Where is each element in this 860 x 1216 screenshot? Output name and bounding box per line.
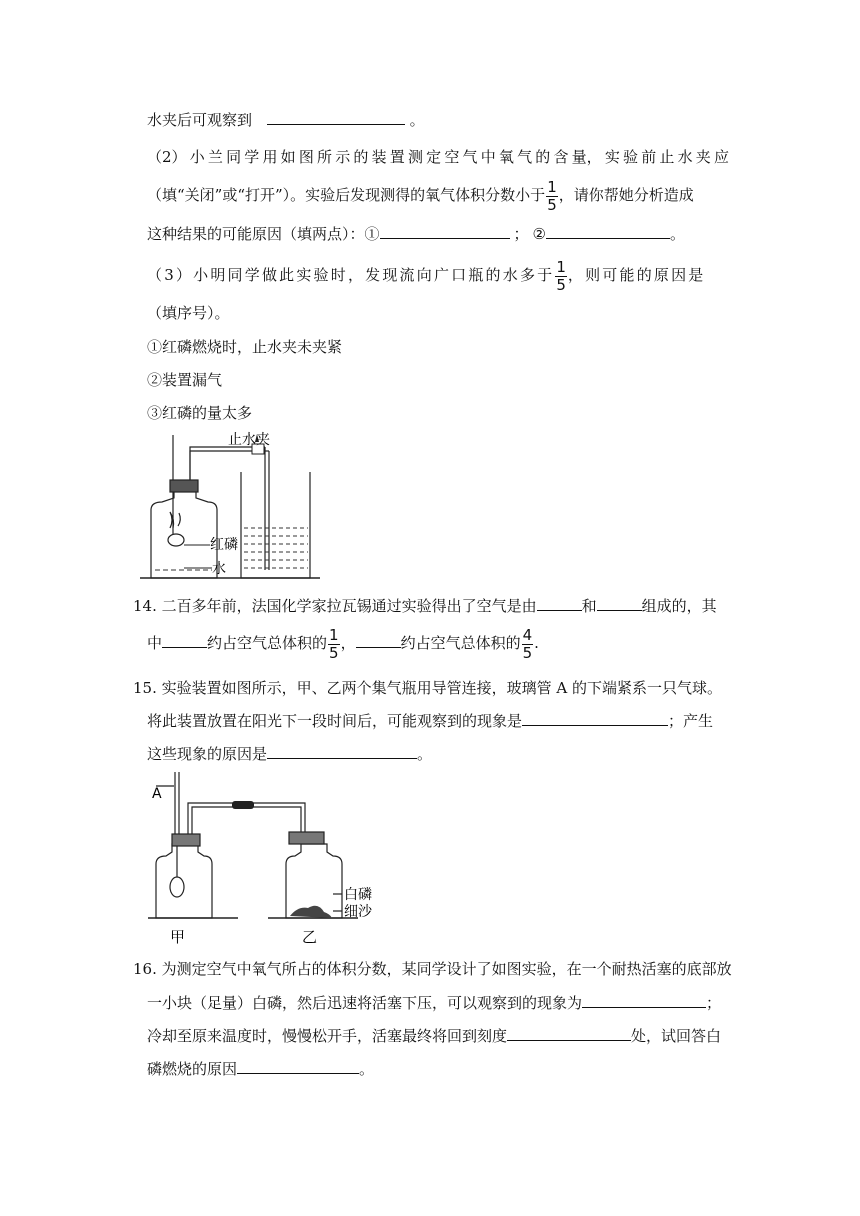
text-char: 兰 [207, 148, 223, 166]
spoon [168, 534, 184, 546]
text-char: 的 [535, 148, 551, 166]
text: ，则可能的原因是 [567, 266, 706, 284]
figure-balloon-white-phosphorus-apparatus [148, 768, 388, 948]
sand-and-phosphorus [290, 906, 332, 918]
text-char: 含 [553, 148, 569, 166]
text-char: 止 [659, 148, 675, 166]
q13-part3-line2 [147, 303, 230, 323]
text: 。 [409, 111, 425, 129]
balloon [170, 877, 184, 897]
fraction-four-fifths [522, 625, 534, 662]
text: 。 [359, 1060, 375, 1078]
text: 冷却至原来温度时，慢慢松开手，活塞最终将回到刻度 [147, 1027, 508, 1045]
q16-line1 [133, 959, 732, 979]
text: （填序号）。 [147, 304, 230, 322]
text-char: 所 [317, 148, 333, 166]
text: ；产生 [668, 712, 714, 730]
text-char: 学 [244, 148, 260, 166]
label-a: A [152, 786, 162, 802]
answer-blank[interactable] [380, 224, 510, 239]
answer-blank[interactable] [237, 1059, 359, 1074]
q13-part3-line1 [147, 257, 706, 293]
answer-blank[interactable] [162, 633, 207, 648]
circled-two: ② [532, 225, 546, 243]
text: 红磷的量太多 [162, 404, 253, 422]
label-red-phosphorus: 红磷 [210, 537, 238, 553]
fraction-den: 5 [329, 643, 339, 662]
text-char: 定 [426, 148, 442, 166]
fraction-den: 5 [556, 275, 566, 294]
q13-part1-tail [147, 110, 425, 130]
fraction-num: 1 [329, 625, 339, 644]
answer-blank[interactable] [356, 633, 401, 648]
answer-blank[interactable] [267, 744, 417, 759]
question-number: 15. [133, 679, 157, 697]
figure-red-phosphorus-apparatus [140, 430, 320, 582]
q15-line1 [133, 678, 722, 698]
text-char: 气 [517, 148, 533, 166]
circled-one: ① [147, 338, 163, 356]
answer-blank[interactable] [597, 596, 642, 611]
answer-blank[interactable] [537, 596, 582, 611]
text-char: 如 [280, 148, 296, 166]
q16-line3 [147, 1026, 721, 1046]
jar-jia [156, 844, 212, 918]
text: 一小块（足量）白磷，然后迅速将活塞下压，可以观察到的现象为 [147, 994, 583, 1012]
connecting-tube [190, 447, 259, 480]
text: 组成的，其 [641, 597, 717, 615]
option-3 [147, 403, 252, 423]
text: 装置漏气 [162, 371, 223, 389]
text: 约占空气总体积的 [207, 634, 328, 652]
stopper-yi [289, 832, 324, 844]
text-char: 水 [677, 148, 693, 166]
label-yi: 乙 [302, 928, 318, 946]
text: ； [513, 225, 529, 243]
smoke [170, 512, 180, 528]
label-white-phosphorus: 白磷 [344, 887, 372, 903]
connecting-tube [190, 451, 259, 480]
fraction-num: 1 [547, 177, 557, 196]
text: 处，试回答白 [631, 1027, 722, 1045]
jar-body [151, 488, 217, 578]
text: 实验装置如图所示，甲、乙两个集气瓶用导管连接，玻璃管 A 的下端紧系一只气球。 [161, 679, 723, 697]
text: 和 [581, 597, 597, 615]
question-number: 14. [133, 597, 157, 615]
text: （3）小明同学做此实验时，发现流向广口瓶的水多于 [147, 266, 555, 284]
text-char: 测 [407, 148, 423, 166]
text: 。 [670, 225, 686, 243]
text: 。 [417, 745, 433, 763]
fraction-den: 5 [547, 195, 557, 214]
text-char: 验 [623, 148, 639, 166]
rubber-joint [232, 801, 254, 809]
stopper-jia [172, 834, 200, 846]
option-2 [147, 370, 222, 390]
fraction-num: 1 [556, 257, 566, 276]
text: ， [340, 634, 356, 652]
question-number: 16. [133, 960, 157, 978]
text: 中 [147, 634, 163, 652]
circled-one: ① [364, 225, 380, 243]
answer-blank[interactable] [507, 1026, 631, 1041]
text-char: 实 [604, 148, 620, 166]
text: 将此装置放置在阳光下一段时间后，可能观察到的现象是 [147, 712, 523, 730]
text: 这种结果的可能原因（填两点）： [147, 225, 365, 243]
q14-line2 [147, 625, 539, 661]
option-1 [147, 337, 342, 357]
text: . [534, 634, 539, 652]
text-char: 置 [389, 148, 405, 166]
label-clamp: 止水夹 [228, 432, 270, 448]
text: 红磷燃烧时，止水夹未夹紧 [162, 338, 343, 356]
q16-line4 [147, 1059, 374, 1079]
q14-line1 [133, 596, 717, 616]
text-char: 气 [462, 148, 478, 166]
q15-line2 [147, 711, 713, 731]
text: ，请你帮她分析造成 [558, 186, 694, 204]
text-char: 小 [189, 148, 205, 166]
text-char: 前 [641, 148, 657, 166]
text-char: 夹 [695, 148, 711, 166]
fraction-one-fifth [546, 177, 558, 214]
text-char: 氧 [498, 148, 514, 166]
label-water: 水 [212, 561, 226, 577]
text-char: 装 [371, 148, 387, 166]
text: 水夹后可观察到 [147, 111, 253, 129]
text: 二百多年前，法国化学家拉瓦锡通过实验得出了空气是由 [161, 597, 537, 615]
label-jia: 甲 [170, 928, 186, 946]
q16-line2 [147, 993, 721, 1013]
text-char: 的 [353, 148, 369, 166]
q13-part2-line2 [147, 177, 694, 213]
text: ； [706, 994, 722, 1012]
text-char: 中 [480, 148, 496, 166]
answer-blank[interactable] [546, 224, 670, 239]
fraction-one-fifth [328, 625, 340, 662]
beaker [241, 472, 310, 578]
text: 约占空气总体积的 [400, 634, 521, 652]
q13-part2-line3 [147, 224, 685, 244]
circled-three: ③ [147, 404, 163, 422]
text-char: 量， [571, 148, 602, 166]
text-char: 应 [713, 148, 729, 166]
text-char: 空 [444, 148, 460, 166]
circled-two: ② [147, 371, 163, 389]
text: 这些现象的原因是 [147, 745, 268, 763]
text-char: 用 [262, 148, 278, 166]
text-char: 同 [226, 148, 242, 166]
fraction-den: 5 [522, 643, 533, 662]
fraction-num: 4 [522, 625, 533, 644]
text-char: 示 [335, 148, 351, 166]
answer-blank[interactable] [267, 110, 405, 125]
label-fine-sand: 细沙 [344, 904, 372, 920]
answer-blank[interactable] [582, 993, 706, 1008]
jar-stopper [170, 480, 198, 492]
fraction-one-fifth [555, 257, 567, 294]
q15-line3 [147, 744, 432, 764]
text-char: 图 [298, 148, 314, 166]
text-char: （2） [147, 148, 187, 166]
q13-part2-line1 [147, 147, 729, 167]
text: （填“关闭”或“打开”）。实验后发现测得的氧气体积分数小于 [147, 186, 546, 204]
text: 磷燃烧的原因 [147, 1060, 238, 1078]
answer-blank[interactable] [522, 711, 668, 726]
text: 为测定空气中氧气所占的体积分数，某同学设计了如图实验，在一个耐热活塞的底部放 [161, 960, 732, 978]
